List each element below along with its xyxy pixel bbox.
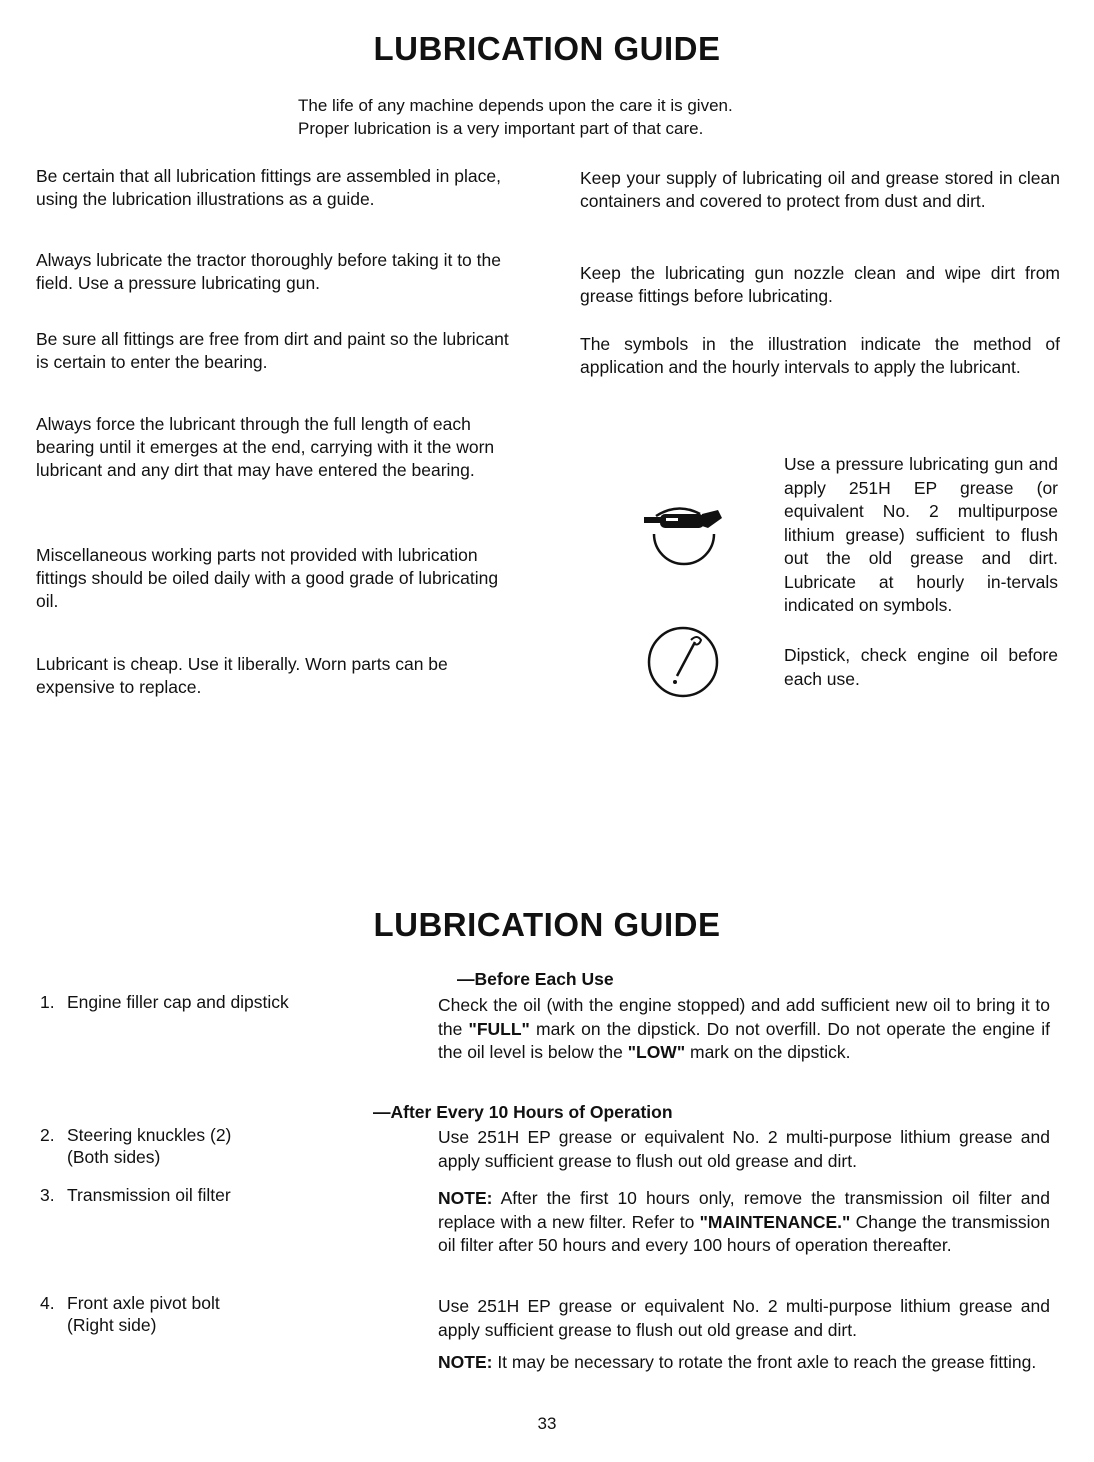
- intro-line-2: Proper lubrication is a very important part of that care.: [298, 119, 704, 138]
- item-label: Engine filler cap and dipstick: [67, 992, 289, 1012]
- dipstick-instructions: Dipstick, check engine oil before each use.: [784, 645, 1058, 689]
- description-engine-oil: [438, 994, 1050, 1065]
- maintenance-reference: "MAINTENANCE.": [699, 1211, 851, 1232]
- list-item: [40, 991, 289, 1013]
- grease-gun-icon: [638, 496, 728, 580]
- note-label: NOTE:: [438, 1188, 493, 1208]
- desc-text: mark on the dipstick.: [685, 1042, 851, 1062]
- list-item: [40, 1292, 220, 1336]
- paragraph-lubricant-cheap: Lubricant is cheap. Use it liberally. Worn parts can be expensive to replace.: [36, 654, 448, 697]
- paragraph-storage: Keep your supply of lubricating oil and grease stored in clean containers and covered to protect from dust and dirt.: [580, 168, 1060, 211]
- paragraph-clean-fittings: Be sure all fittings are free from dirt and paint so the lubricant is certain to enter the bearing.: [36, 329, 509, 372]
- page-title: LUBRICATION GUIDE: [373, 30, 721, 67]
- item-label: Front axle pivot bolt: [67, 1293, 220, 1313]
- note-front-axle: [438, 1351, 1050, 1375]
- item-label: Steering knuckles (2): [67, 1125, 232, 1145]
- low-mark-text: "LOW": [627, 1042, 686, 1062]
- description-steering-knuckles: Use 251H EP grease or equivalent No. 2 multi-purpose lithium grease and apply sufficient grease to flush out old grease and dirt.: [438, 1127, 1050, 1171]
- desc-text: It may be necessary to rotate the front axle to reach the grease fitting.: [492, 1352, 1037, 1372]
- page-number: 33: [537, 1414, 557, 1433]
- list-item: [40, 1184, 231, 1206]
- paragraph-gun-nozzle: Keep the lubricating gun nozzle clean and wipe dirt from grease fittings before lubricating.: [580, 263, 1060, 306]
- list-item: [40, 1124, 231, 1168]
- desc-text: Check the oil (with the engine stopped) and add sufficient new oil to bring it to the: [438, 995, 1050, 1039]
- intro-text: [298, 94, 858, 140]
- full-mark-text: "FULL": [468, 1018, 530, 1039]
- item-sublabel: (Both sides): [67, 1147, 161, 1167]
- grease-gun-instructions: Use a pressure lubricating gun and apply 251H EP grease (or equivalent No. 2 multipurpose lithium grease) sufficient to flush out the old grease and dirt. Lubricate at hourly in-tervals indicated on symbols.: [784, 454, 1058, 615]
- description-front-axle: Use 251H EP grease or equivalent No. 2 multi-purpose lithium grease and apply sufficient grease to flush out old grease and dirt.: [438, 1296, 1050, 1340]
- section-title: LUBRICATION GUIDE: [373, 906, 721, 943]
- description-transmission-filter: [438, 1187, 1050, 1258]
- desc-text: Change the transmission oil filter after 50 hours and every 100 hours of operation thereafter.: [438, 1211, 1050, 1255]
- item-label: Transmission oil filter: [67, 1185, 231, 1205]
- paragraph-fittings: Be certain that all lubrication fittings are assembled in place, using the lubrication illustrations as a guide.: [36, 166, 501, 209]
- intro-line-1: The life of any machine depends upon the care it is given.: [298, 96, 733, 115]
- heading-after-10-hours: —After Every 10 Hours of Operation: [373, 1102, 673, 1122]
- desc-text: After the first 10 hours only, remove the transmission oil filter and replace with a new filter. Refer to: [438, 1188, 1050, 1232]
- dipstick-icon: [644, 622, 724, 702]
- paragraph-lubricate-tractor: Always lubricate the tractor thoroughly before taking it to the field. Use a pressure lubricating gun.: [36, 250, 501, 293]
- item-number: 1.: [40, 992, 55, 1012]
- desc-text: mark on the dipstick. Do not overfill. Do not operate the engine if the oil level is below the: [438, 1018, 1050, 1062]
- item-number: 2.: [40, 1125, 55, 1145]
- item-number: 4.: [40, 1293, 55, 1313]
- paragraph-force-lubricant: Always force the lubricant through the full length of each bearing until it emerges at the end, carrying with it the worn lubricant and any dirt that may have entered the bearing.: [36, 414, 495, 480]
- item-sublabel: (Right side): [67, 1315, 157, 1335]
- note-label: NOTE:: [438, 1352, 493, 1372]
- item-number: 3.: [40, 1185, 55, 1205]
- paragraph-symbols: The symbols in the illustration indicate the method of application and the hourly intervals to apply the lubricant.: [580, 334, 1060, 377]
- paragraph-miscellaneous-parts: Miscellaneous working parts not provided with lubrication fittings should be oiled daily with a good grade of lubricating oil.: [36, 545, 499, 611]
- heading-before-each-use: —Before Each Use: [457, 969, 614, 989]
